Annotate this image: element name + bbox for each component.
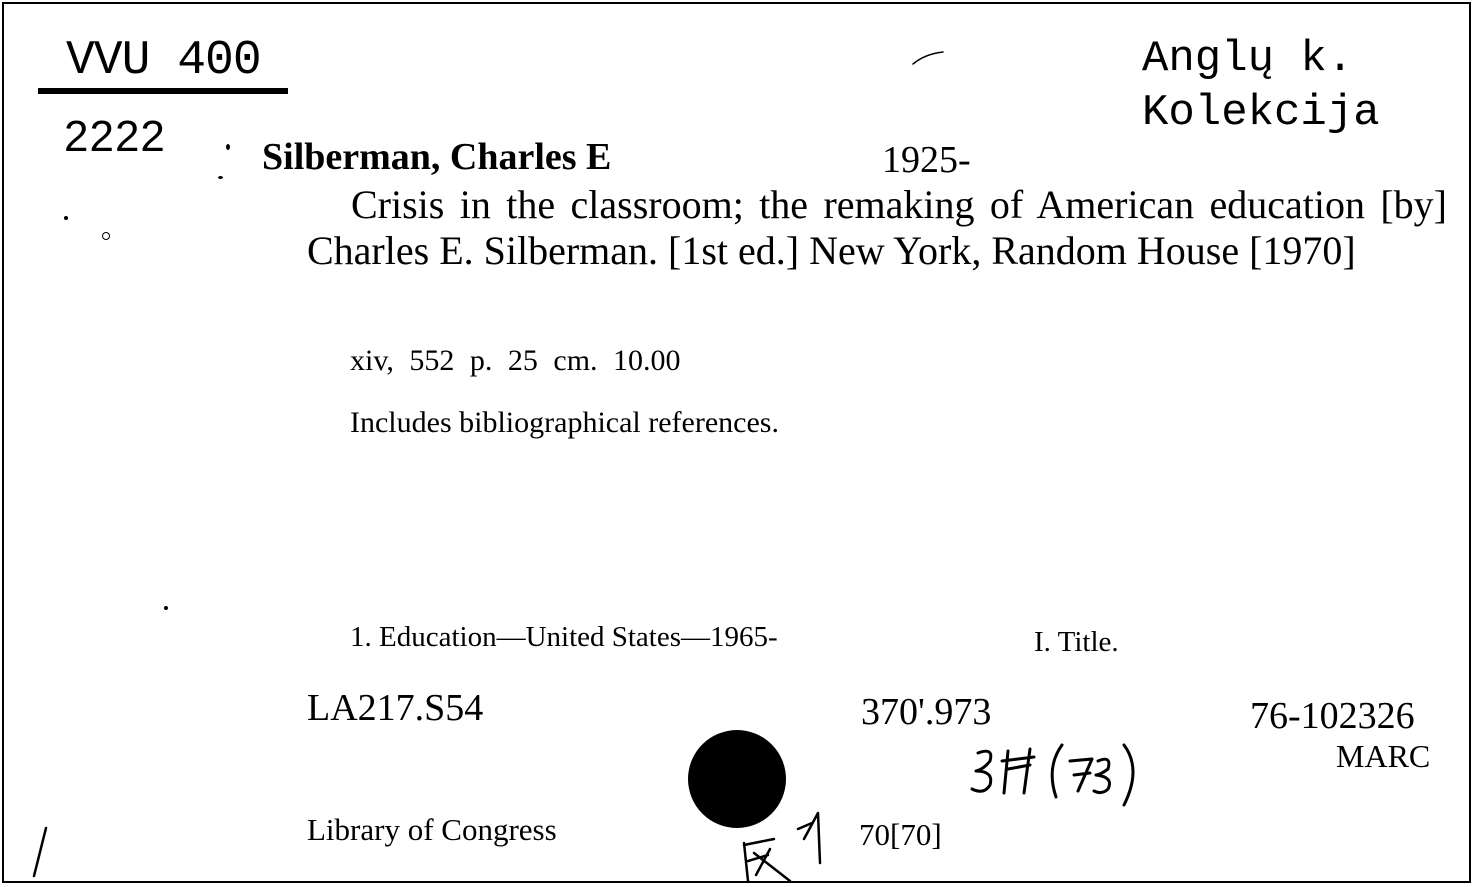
order-code: 70[70] — [859, 817, 942, 852]
dewey-number: 370'.973 — [861, 691, 992, 733]
catalog-card — [2, 2, 1471, 883]
lc-card-number: 76-102326 — [1250, 695, 1415, 737]
speck — [218, 176, 223, 179]
speck — [226, 144, 230, 150]
handwritten-classification-mark — [964, 739, 1164, 814]
handwritten-check-mark — [909, 46, 949, 70]
collection-stamp-line1: Anglų k. — [1142, 34, 1354, 84]
handwritten-initials-mark — [734, 809, 844, 883]
title-statement-block — [307, 182, 1447, 274]
main-heading: Silberman, Charles E — [262, 136, 612, 178]
pen-stroke-mark — [26, 824, 56, 880]
marc-label: MARC — [1336, 738, 1431, 774]
lc-call-number: LA217.S54 — [307, 687, 484, 729]
speck — [64, 216, 68, 220]
source-library: Library of Congress — [307, 812, 557, 847]
shelf-mark-number: 2222 — [64, 112, 166, 161]
shelf-mark-top: VVU 400 — [66, 34, 261, 88]
title-statement: Crisis in the classroom; the remaking of American education [by] Charles E. Silberman. [1st ed.] New York, Random House [1970] — [307, 182, 1447, 273]
collection-stamp-line2: Kolekcija — [1142, 88, 1380, 138]
heading-dates: 1925- — [882, 139, 971, 181]
shelf-mark-underline — [38, 88, 288, 94]
subject-tracing: 1. Education—United States—1965- — [350, 621, 778, 653]
notes: Includes bibliographical references. — [350, 406, 779, 439]
collation: xiv, 552 p. 25 cm. 10.00 — [350, 344, 681, 377]
added-entry: I. Title. — [1034, 626, 1119, 658]
speck — [102, 232, 110, 240]
speck — [164, 606, 168, 610]
